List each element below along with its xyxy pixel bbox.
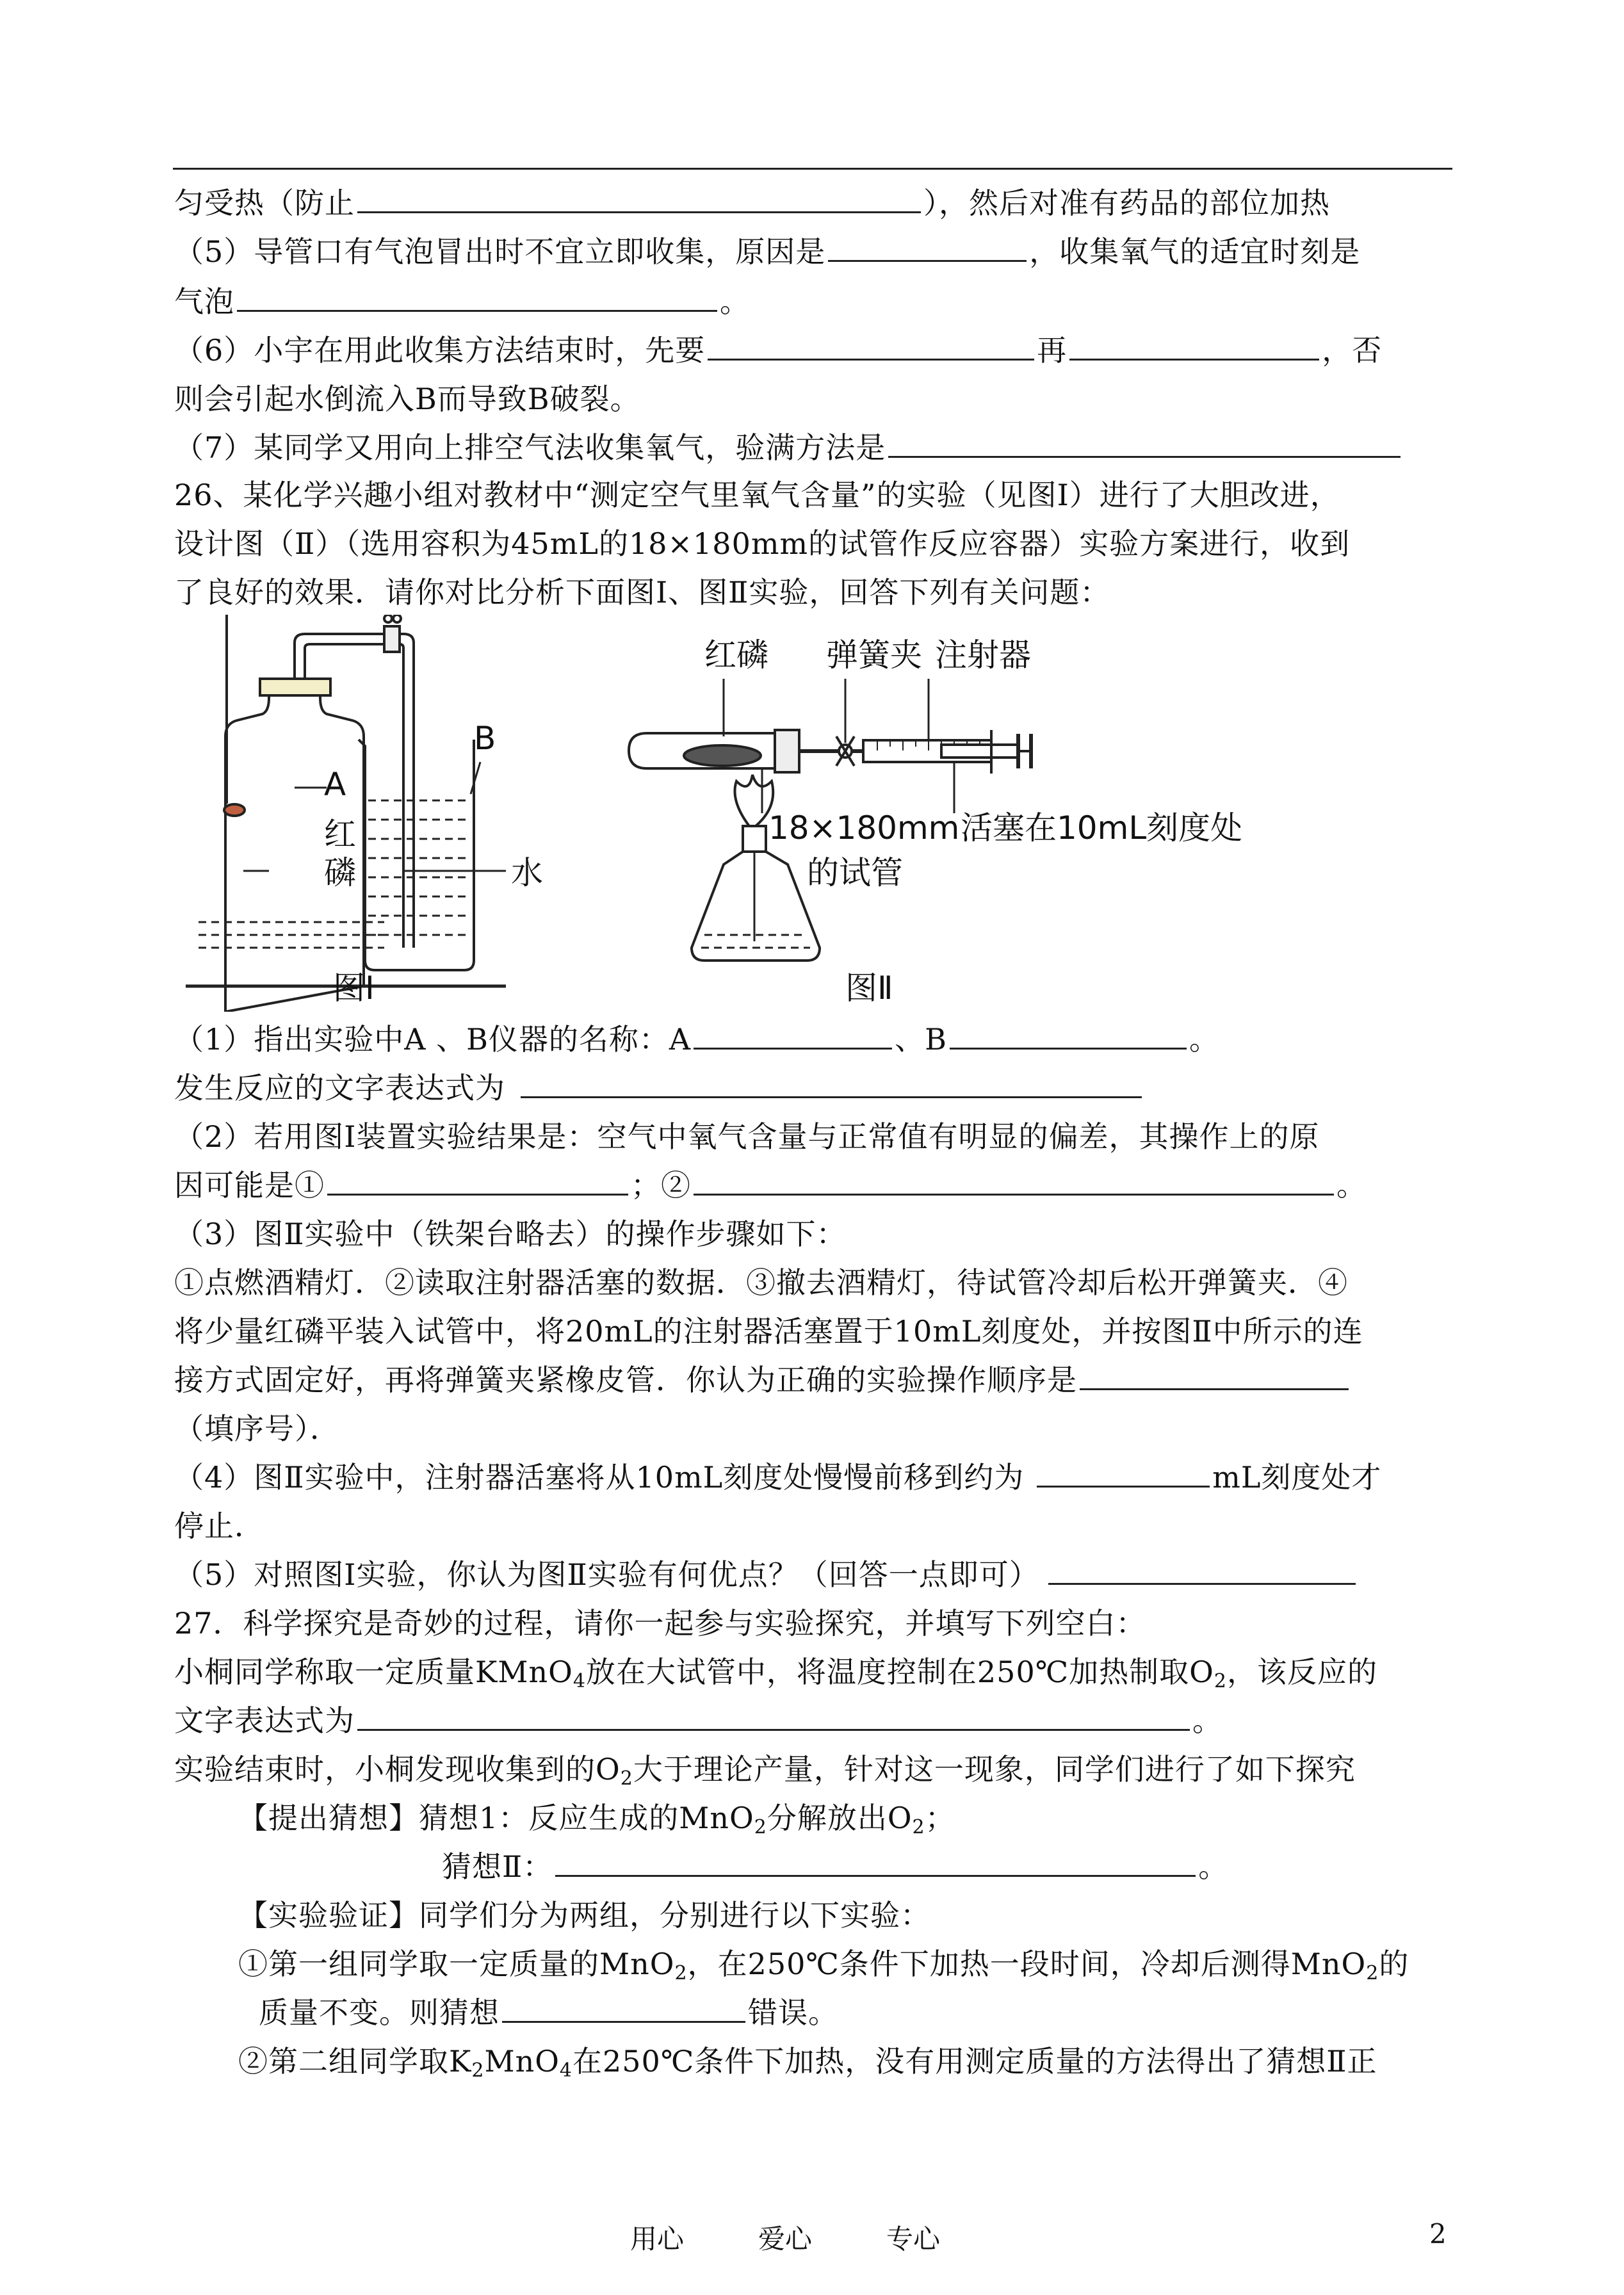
text-line: 了良好的效果．请你对比分析下面图I、图Ⅱ实验，回答下列有关问题： bbox=[174, 575, 1110, 610]
text-line: （6）小宇在用此收集方法结束时，先要 再 ，否 bbox=[174, 333, 1383, 368]
text-line: ①点燃酒精灯．②读取注射器活塞的数据．③撤去酒精灯，待试管冷却后松开弹簧夹．④ bbox=[174, 1265, 1348, 1300]
figure-1-caption: 图I bbox=[333, 969, 375, 1007]
label-piston: 活塞在10mL刻度处 bbox=[961, 809, 1243, 847]
page-number: 2 bbox=[1429, 2218, 1447, 2250]
label-tube-size: 18×180mm bbox=[768, 809, 960, 847]
question-26-line: 26、某化学兴趣小组对教材中“测定空气里氧气含量”的实验（见图I）进行了大胆改进， bbox=[174, 478, 1340, 512]
answer-blank[interactable] bbox=[555, 1849, 1196, 1877]
tube-stopper bbox=[775, 730, 799, 772]
answer-blank[interactable] bbox=[357, 1703, 1190, 1731]
question-27-line: 27．科学探究是奇妙的过程，请你一起参与实验探究，并填写下列空白： bbox=[174, 1606, 1146, 1641]
text-line: ②第二组同学取$K_2MnO_4$在250℃条件下加热，没有用测定质量的方法得出了猜想Ⅱ正 bbox=[238, 2044, 1377, 2082]
red-phosphorus bbox=[684, 745, 761, 766]
text-line: （5）导管口有气泡冒出时不宜立即收集，原因是 ，收集氧气的适宜时刻是 bbox=[174, 234, 1361, 269]
answer-blank[interactable] bbox=[502, 1995, 745, 2023]
text-line: 猜想Ⅱ： 。 bbox=[442, 1849, 1229, 1884]
answer-blank[interactable] bbox=[694, 1168, 1334, 1196]
text-line: （填序号）． bbox=[174, 1411, 340, 1446]
figure-2-caption: 图Ⅱ bbox=[845, 969, 893, 1007]
text-line: 发生反应的文字表达式为 bbox=[174, 1068, 1144, 1108]
footer-middle: 爱心 bbox=[758, 2223, 813, 2255]
text-line: （3）图Ⅱ实验中（铁架台略去）的操作步骤如下： bbox=[174, 1217, 847, 1251]
text-line: 实验结束时，小桐发现收集到的$O_2$大于理论产量，针对这一现象，同学们进行了如下探究 bbox=[174, 1752, 1356, 1790]
text-line: 气泡 。 bbox=[174, 284, 750, 319]
label-lin: 磷 bbox=[324, 854, 356, 891]
label-tube: 的试管 bbox=[807, 854, 903, 891]
text-line: 文字表达式为 。 bbox=[174, 1703, 1222, 1738]
text-line: （4）图Ⅱ实验中，注射器活塞将从10mL刻度处慢慢前移到约为 mL刻度处才 bbox=[174, 1460, 1382, 1495]
text-line: 将少量红磷平装入试管中，将20mL的注射器活塞置于10mL刻度处，并按图Ⅱ中所示的连 bbox=[174, 1314, 1363, 1349]
alcohol-lamp bbox=[692, 852, 820, 961]
label-A: A bbox=[324, 766, 346, 803]
header-rule bbox=[173, 168, 1452, 170]
text-line: 设计图（Ⅱ）（选用容积为45mL的18×180mm的试管作反应容器）实验方案进行，收到 bbox=[174, 526, 1351, 561]
text-line: 质量不变。则猜想 错误。 bbox=[259, 1995, 838, 2030]
text-line: 【实验验证】同学们分为两组，分别进行以下实验： bbox=[238, 1898, 930, 1933]
answer-blank[interactable] bbox=[1069, 333, 1319, 361]
answer-blank[interactable] bbox=[708, 333, 1034, 361]
text-line: 则会引起水倒流入B而导致B破裂。 bbox=[174, 382, 640, 416]
text-line: 停止． bbox=[174, 1509, 264, 1543]
text-line: （5）对照图I实验，你认为图Ⅱ实验有何优点？（回答一点即可） bbox=[174, 1555, 1358, 1594]
answer-blank[interactable] bbox=[1048, 1557, 1356, 1585]
answer-blank[interactable] bbox=[1080, 1363, 1349, 1390]
answer-blank[interactable] bbox=[521, 1071, 1142, 1098]
text-line: 接方式固定好，再将弹簧夹紧橡皮管．你认为正确的实验操作顺序是 bbox=[174, 1360, 1351, 1400]
text-line: （1）指出实验中A 、B仪器的名称：A 、B 。 bbox=[174, 1022, 1219, 1057]
flame bbox=[735, 775, 774, 826]
label-water: 水 bbox=[511, 854, 543, 891]
answer-blank[interactable] bbox=[357, 186, 921, 213]
text-line: （2）若用图I装置实验结果是：空气中氧气含量与正常值有明显的偏差，其操作上的原 bbox=[174, 1119, 1320, 1154]
answer-blank[interactable] bbox=[327, 1168, 628, 1196]
answer-blank[interactable] bbox=[828, 234, 1027, 262]
answer-blank[interactable] bbox=[888, 430, 1401, 458]
experiment-figure bbox=[173, 615, 1441, 1012]
text-line: （7）某同学又用向上排空气法收集氧气，验满方法是 bbox=[174, 428, 1403, 467]
text-line: 因可能是① ；② 。 bbox=[174, 1168, 1367, 1203]
text-line: ①第一组同学取一定质量的MnO$_2$，在250℃条件下加热一段时间，冷却后测得MnO$_2$的 bbox=[238, 1947, 1409, 1984]
answer-blank[interactable] bbox=[1037, 1460, 1210, 1488]
label-B: B bbox=[474, 720, 496, 757]
label-spring-clip: 弹簧夹 bbox=[826, 637, 922, 674]
text-line: 小桐同学称取一定质量KMnO$_4$放在大试管中，将温度控制在250℃加热制取$O_2$，该反应的 bbox=[174, 1655, 1377, 1692]
label-syringe: 注射器 bbox=[935, 637, 1031, 674]
rubber-stopper bbox=[260, 679, 330, 695]
footer-left: 用心 bbox=[630, 2223, 685, 2255]
answer-blank[interactable] bbox=[237, 284, 717, 312]
answer-blank[interactable] bbox=[694, 1022, 892, 1050]
syringe-plunger bbox=[941, 745, 1018, 758]
answer-blank[interactable] bbox=[950, 1022, 1187, 1050]
text-line: 【提出猜想】猜想1：反应生成的MnO$_2$分解放出$O_2$； bbox=[238, 1801, 955, 1838]
footer-right: 专心 bbox=[886, 2223, 941, 2255]
label-red-phosphorus: 红磷 bbox=[704, 637, 768, 674]
label-hong: 红 bbox=[324, 816, 356, 853]
text-line: 匀受热（防止 ），然后对准有药品的部位加热 bbox=[174, 186, 1330, 220]
